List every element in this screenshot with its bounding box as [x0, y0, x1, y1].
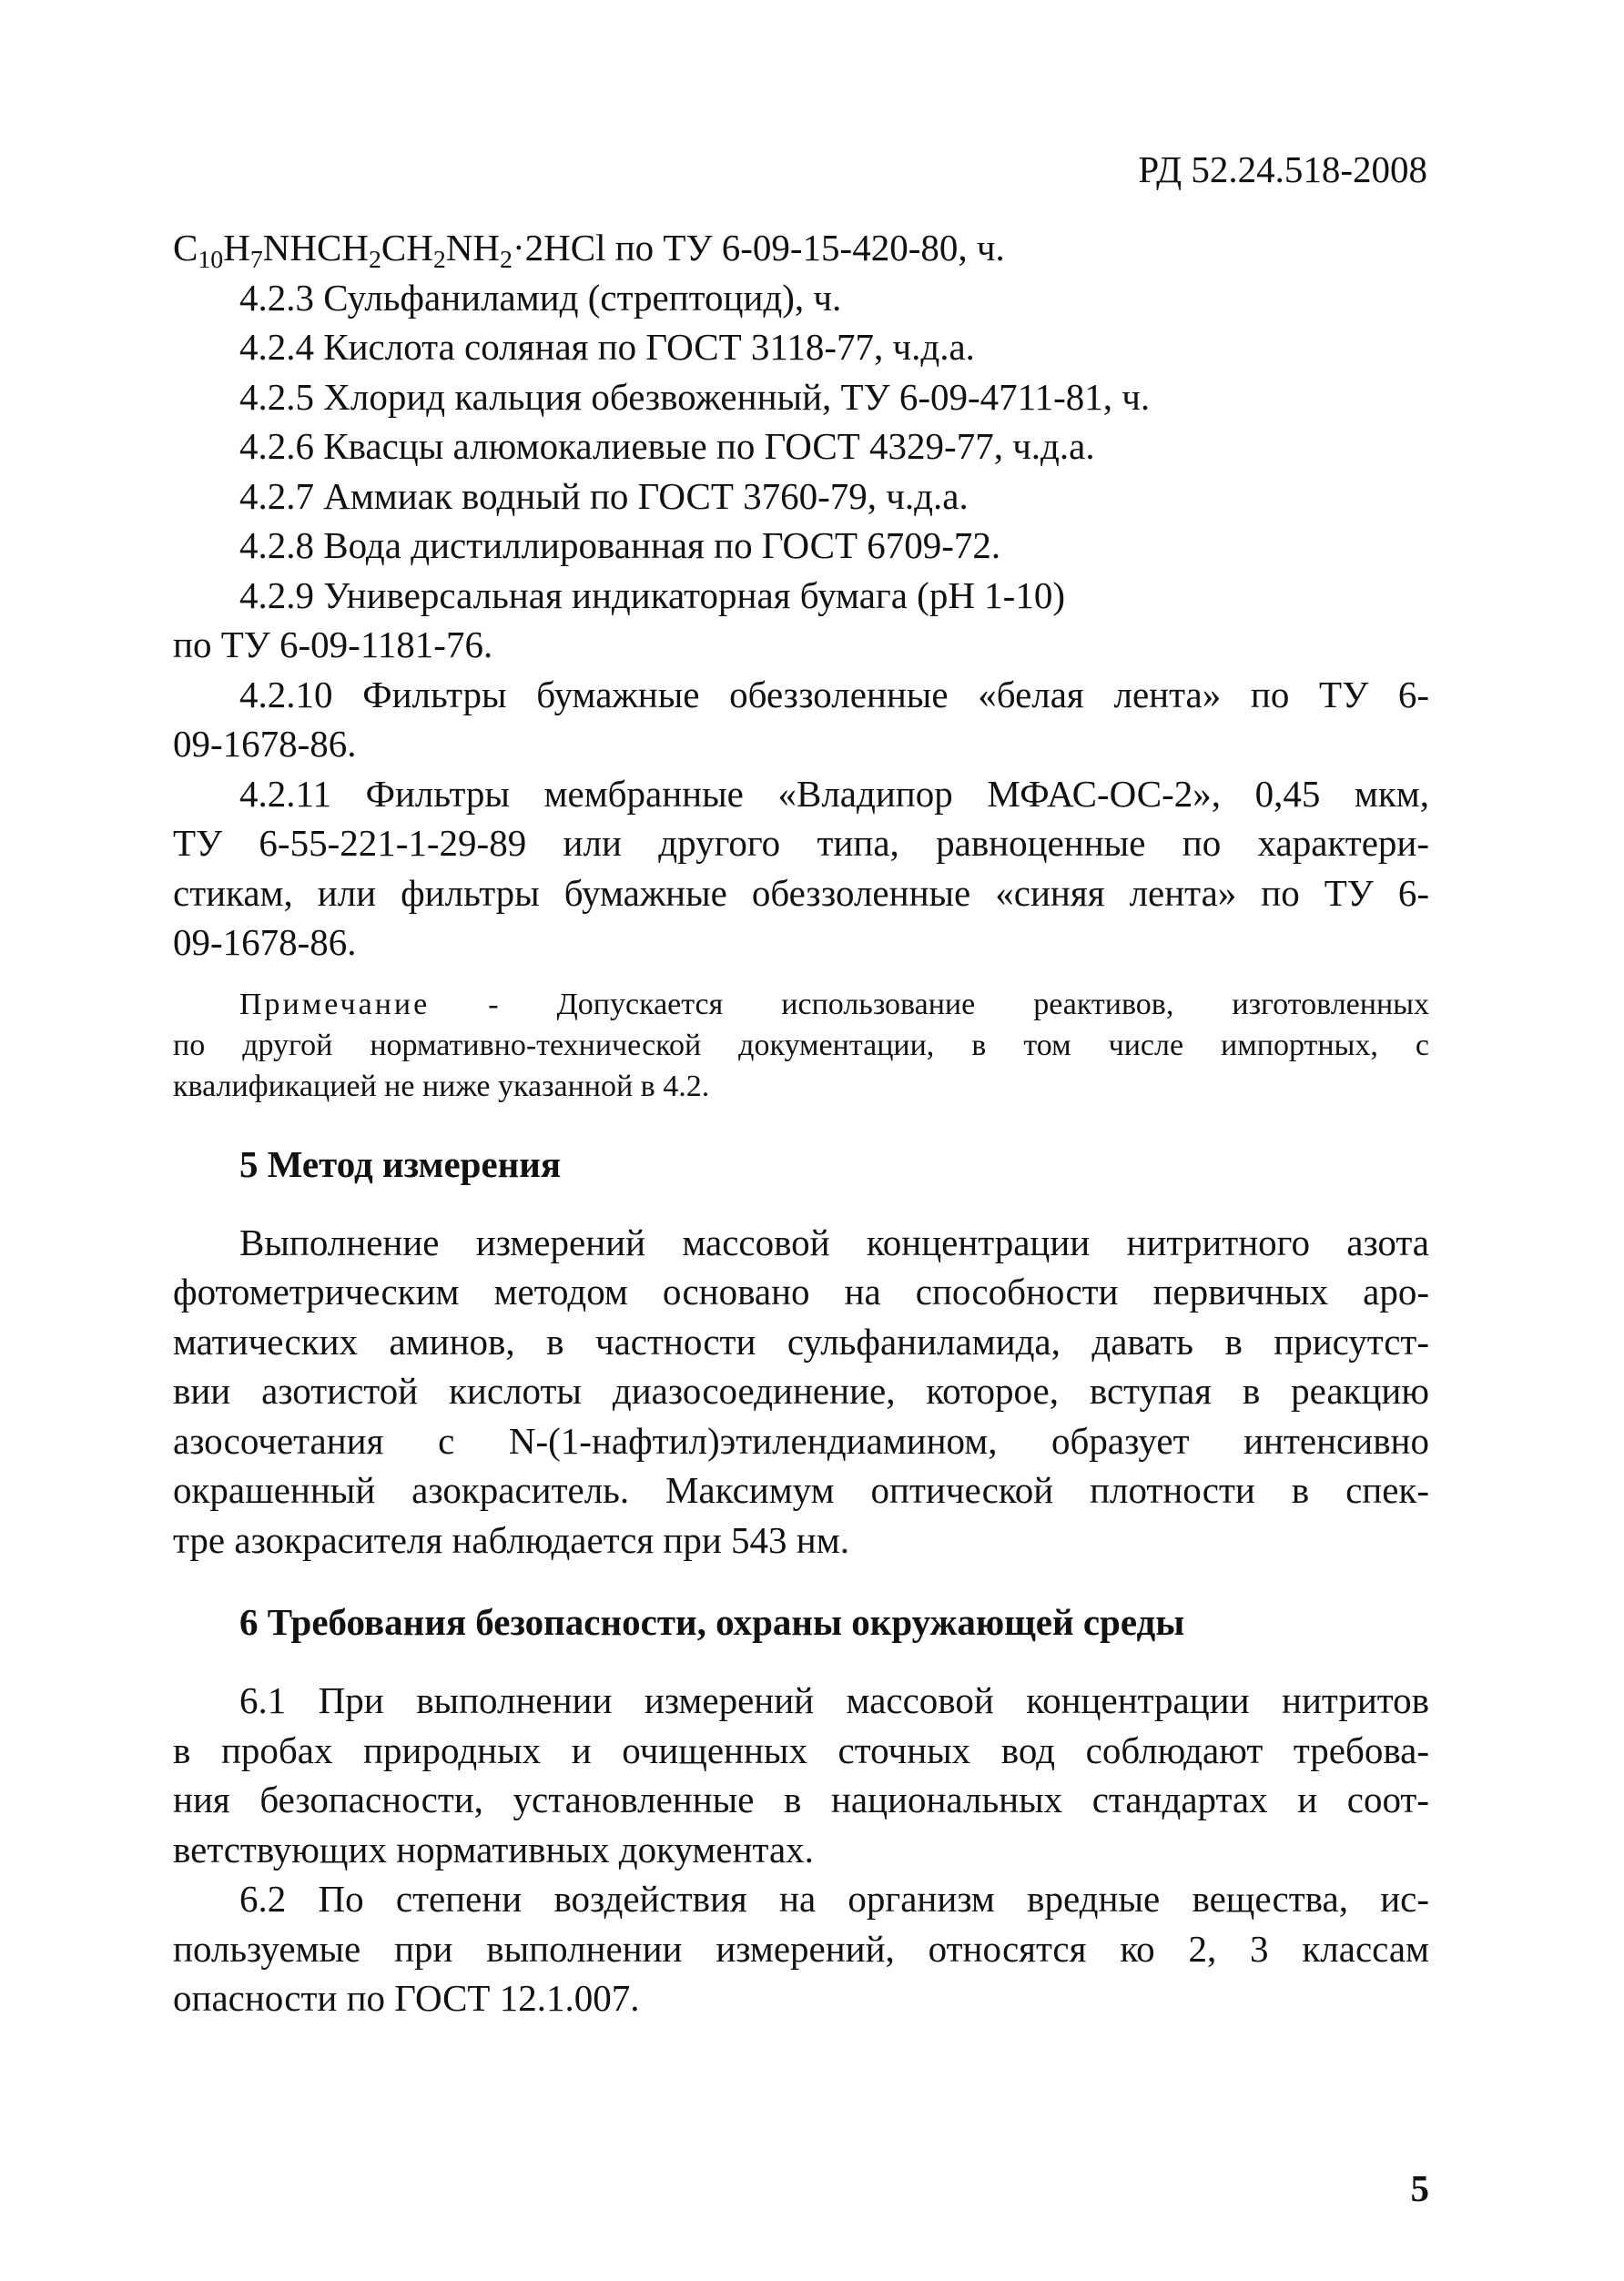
paragraph-line: фотометрическим методом основано на способности первичных аро-: [173, 1271, 1429, 1313]
paragraph-line: 6.1 При выполнении измерений массовой концентрации нитритов: [239, 1679, 1429, 1721]
paragraph-line: азосочетания с N-(1-нафтил)этилендиамином, образует интенсивно: [173, 1419, 1429, 1462]
paragraph-line: 6.2 По степени воздействия на организм вредные вещества, ис-: [239, 1878, 1429, 1920]
reagent-item-4-2-11-line: ТУ 6-55-221-1-29-89 или другого типа, равноценные по характери-: [173, 822, 1429, 864]
reagent-item-4-2-11-line: 09-1678-86.: [173, 921, 357, 963]
section-6-paragraph-1: [173, 1676, 1429, 1874]
paragraph-line: Выполнение измерений массовой концентрации нитритного азота: [239, 1221, 1429, 1263]
formula-line: $C_{10}H_7NHCH_2CH_2NH_2\cdot 2HCl$ по ТУ 6-09-15-420-80, ч.: [173, 227, 1005, 274]
reagent-item: 4.2.5 Хлорид кальция обезвоженный, ТУ 6-09-4711-81, ч.: [239, 375, 1151, 418]
note-label: Примечание: [239, 987, 431, 1021]
paragraph-line: вии азотистой кислоты диазосоединение, которое, вступая в реакцию: [173, 1370, 1429, 1412]
paragraph-line: окрашенный азокраситель. Максимум оптической плотности в спек-: [173, 1469, 1429, 1511]
reagent-item-4-2-11-line: 4.2.11 Фильтры мембранные «Владипор МФАС-ОС-2», 0,45 мкм,: [239, 772, 1429, 815]
note-line: по другой нормативно-технической документации, в том числе импортных, с: [173, 1028, 1429, 1062]
reagent-item: 4.2.6 Квасцы алюмокалиевые по ГОСТ 4329-77, ч.д.а.: [239, 425, 1095, 467]
reagent-item: 4.2.3 Сульфаниламид (стрептоцид), ч.: [239, 276, 842, 319]
reagent-item-4-2-10-line: 09-1678-86.: [173, 723, 357, 765]
note-line: Примечание - Допускается использование реактивов, изготовленных: [239, 987, 1429, 1021]
page-number: 5: [1410, 2167, 1429, 2209]
paragraph-line: ния безопасности, установленные в национальных стандартах и соот-: [173, 1779, 1429, 1820]
paragraph-line: пользуемые при выполнении измерений, относятся ко 2, 3 классам: [173, 1927, 1429, 1970]
section-5-paragraph: [173, 1218, 1429, 1566]
reagent-item-4-2-11-line: стикам, или фильтры бумажные обеззоленные «синяя лента» по ТУ 6-: [173, 871, 1429, 914]
section-6-heading: 6 Требования безопасности, охраны окружающей среды: [239, 1601, 1185, 1643]
reagent-item-4-2-9-line: 4.2.9 Универсальная индикаторная бумага (pH 1-10): [239, 573, 1065, 616]
reagent-item: 4.2.4 Кислота соляная по ГОСТ 3118-77, ч.д.а.: [239, 326, 975, 368]
section-6-paragraph-2: [173, 1874, 1429, 2023]
document-body: [173, 223, 1429, 2023]
reagent-item: 4.2.7 Аммиак водный по ГОСТ 3760-79, ч.д.а.: [239, 474, 969, 517]
reagent-item-4-2-9-line: по ТУ 6-09-1181-76.: [173, 623, 493, 665]
paragraph-line: опасности по ГОСТ 12.1.007.: [173, 1977, 640, 2019]
reagent-item: 4.2.8 Вода дистиллированная по ГОСТ 6709-72.: [239, 524, 1001, 566]
note-line: квалификацией не ниже указанной в 4.2.: [173, 1069, 710, 1103]
paragraph-line: ветствующих нормативных документах.: [173, 1828, 814, 1870]
section-5-heading: 5 Метод измерения: [239, 1142, 562, 1185]
document-code: РД 52.24.518-2008: [1138, 148, 1427, 190]
paragraph-line: матических аминов, в частности сульфаниламида, давать в присутст-: [173, 1320, 1429, 1363]
paragraph-line: тре азокрасителя наблюдается при 543 нм.: [173, 1518, 849, 1561]
note-block: [173, 984, 1429, 1107]
paragraph-line: в пробах природных и очищенных сточных вод соблюдают требова-: [173, 1728, 1429, 1771]
reagent-item-4-2-10-line: 4.2.10 Фильтры бумажные обеззоленные «белая лента» по ТУ 6-: [239, 673, 1429, 715]
